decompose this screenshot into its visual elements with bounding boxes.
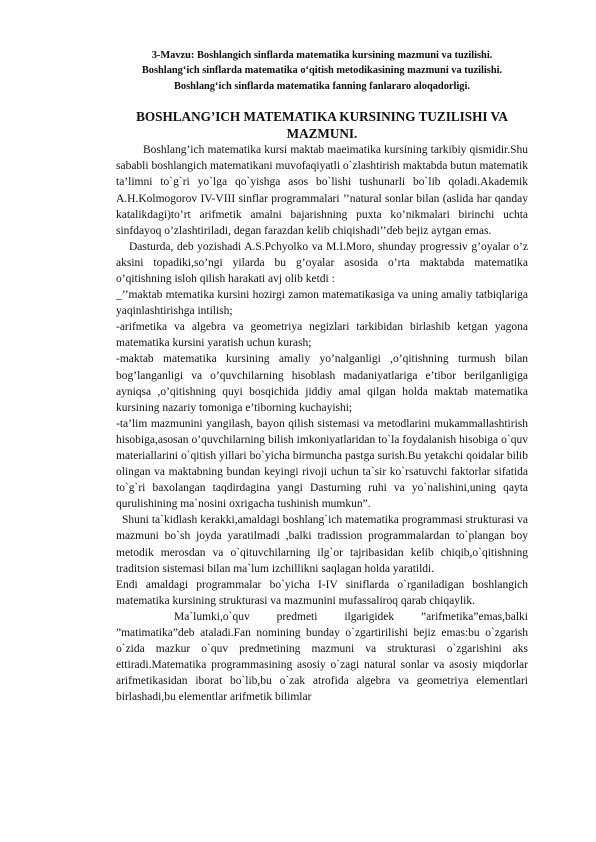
paragraph-program-ideas: Dasturda, deb yozishadi A.S.Pchyolko va M.I.Moro, shunday progressiv g’oyalar o’z aksini topadiki,so’ngi yilarda bu g’oyalar asosida o’rta maktabda matematika o’qitishning isloh qilish harakati avj olib ketdi : [116, 240, 528, 285]
topic-line-2: Boshlang‘ich sinflarda matematika o‘qitish metodikasining mazmuni va tuzilishi. [141, 65, 503, 77]
topic-line-3: Boshlang‘ich sinflarda matematika fanning fanlararo aloqadorligi. [174, 80, 470, 92]
paragraph-intro: Boshlang’ich matematika kursi maktab maeimatika kursining tarkibiy qismidir.Shu sababli boshlangich matematikani muvofaqiyatli o`zlashtirish maktabda butun matematik ta’limni to`g`ri yo`lga qo`yishga asos bo`lishi tushunarli bo`lib qoladi.Akademik A.H.Kolmogorov IV-VIII sinflar programmalari ’’natural sonlar bilan (aslida har qanday katalikdagi)to’rt arifmetik amalni bajarishning puxta ko’nikmalari birinchi uchta sinfdayoq o’zlashtiriladi, degan farazdan kelib chiqishadi’’deb bejiz aytgan emas. [116, 144, 528, 237]
paragraph-subject-name: Ma`lumki,o`quv predmeti ilgarigidek ”arifmetika”emas,balki ”matimatika”deb ataladi.Fan nomining bunday o`zgartirilishi bejiz emas:bu o`zgarish o`zida mazkur o`quv predmetining mazmuni va strukturasi o`zgarishini aks ettiradi.Matematika programmasining asosiy o`zagi natural sonlar va asosiy miqdorlar arifmetikasidan iborat bo`lib,bu o`zak atrofida algebra va geometriya elementlari birlashadi,bu elementlar arifmetik bilimlar [116, 610, 528, 704]
document-page [116, 48, 528, 706]
list-item-modern-math: _’’maktab mtematika kursini hozirgi zamon matematikasiga va uning amaliy tatbiqlariga yaqinlashtirishga intilish; [116, 289, 528, 318]
section-heading: BOSHLANG’ICH MATEMATIKA KURSINING TUZILISHI VA MAZMUNI. [136, 109, 508, 142]
list-item-unified-course: -arifmetika va algebra va geometriya negizlari tarkibidan birlashib ketgan yagona matematika kursini yaratish uchun kurash; [116, 321, 528, 350]
paragraph-program-structure: Shuni ta`kidlash kerakki,amaldagi boshlang`ich matematika programmasi strukturasi va mazmuni bo`sh joyda yaratilmadi ,balki tradission programmalardan to`plangan boy metodik merosdan va o`qituvchilarning ilg`or tajribasidan kelib chiqib,o`qitishning traditsion sistemasi bilan ma`lum izchillikni saqlagan holda yaratildi. [116, 514, 528, 575]
list-item-practical-direction: -maktab matematika kursining amaliy yo’nalganligi ,o’qitishning turmush bilan bog’langanligi va o’quvchilarning hisoblash madaniyatlariga e’tibor berilganligiga ayniqsa ,o’qitishning quyi bosqichida jiddiy amal qilgan holda maktab matematika kursining nazariy tomoniga e’tiborning kuchayishi; [116, 353, 528, 414]
paragraph-grades-overview: Endi amaldagi programmalar bo`yicha I-IV siniflarda o`rganiladigan boshlangich matematika kursining strukturasi va mazmunini mufassaliroq qarab chiqaylik. [116, 578, 528, 607]
list-item-content-renewal: -ta’lim mazmunini yangilash, bayon qilish sistemasi va metodlarini mukammallashtirish hisobiga,asosan o’quvchilarning bilish imkoniyatlaridan to`la foydalanish hisobiga o`quv materiallarini o`qitish yillari bo`yicha birmuncha pastga surish.Bu yetakchi qoidalar bilib olingan va maktabning bundan keyingi rivoji uchun ta`sir ko`rsatuvchi faktorlar sifatida to`g`ri baxolangan taqdirdagina yangi Dasturning ruhi va yo`nalishini,uning qayta qurulishining ma`nosini oxrigacha tushinish mumkun”. [116, 417, 528, 511]
topic-line-1: 3-Mavzu: Boshlangich sinflarda matematika kursining mazmuni va tuzilishi. [151, 50, 493, 61]
